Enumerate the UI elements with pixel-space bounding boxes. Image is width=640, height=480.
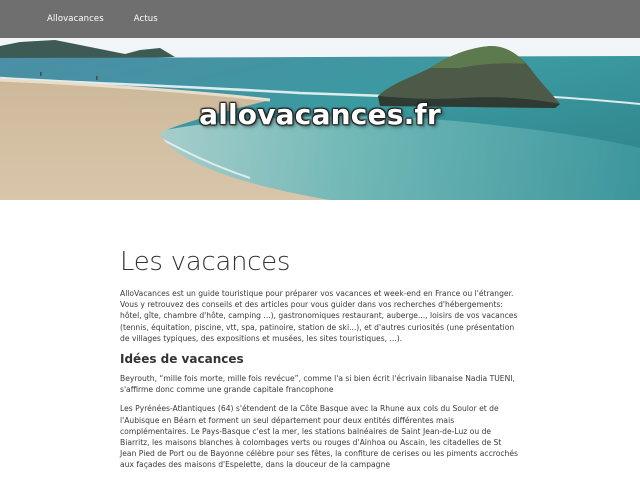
beyrouth-paragraph: Beyrouth, “mille fois morte, mille fois revécue”, comme l'a si bien écrit l'écrivain libanaise Nadia TUENI, s'affirme donc comme une grande capitale francophone [120,374,515,395]
pyrenees-paragraph: Les Pyrénées-Atlantiques (64) s'étendent de la Côte Basque avec la Rhune aux cols du Soulor et de l'Aubisque en Béarn et forment un seul département pour deux entités différentes mais complémentaires. Le Pays-Basque c'est la mer, les stations balnéaires de Saint Jean-de-Luz ou de Biarritz, les maisons blanches à colombages verts ou rouges d'Ainhoa ou Ascain, les citadelles de St Jean Pied de Port ou de Bayonne célèbre pour ses fêtes, la confiture de cerises ou les piments accrochés aux façades des maisons d'Espelette, dans la douceur de la campagne [120,404,518,470]
section-title-ideas: Idées de vacances [120,352,244,367]
nav-link-actus[interactable]: Actus [133,14,158,24]
page-title: Les vacances [120,247,291,277]
hero-banner [0,38,640,200]
nav-link-allovacances[interactable]: Allovacances [47,14,104,24]
intro-paragraph: AlloVacances est un guide touristique pour préparer vos vacances et week-end en France ou l'étranger. Vous y retrouvez des conseils et des articles pour vous guider dans vos recherches d'hébergements: hôtel, gîte, chambre d'hôte, camping ...), gastronomiques restaurant, auberge..., loisirs de vos vacances (tennis, équitation, piscine, vtt, spa, patinoire, station de ski...), et d'autres curiosités (une présentation de villages typiques, des expositions et musées, les sites touristiques, ...). [120,289,518,343]
top-navbar [0,0,640,38]
main-content [120,246,520,479]
hero-site-title: allovacances.fr [199,98,441,131]
